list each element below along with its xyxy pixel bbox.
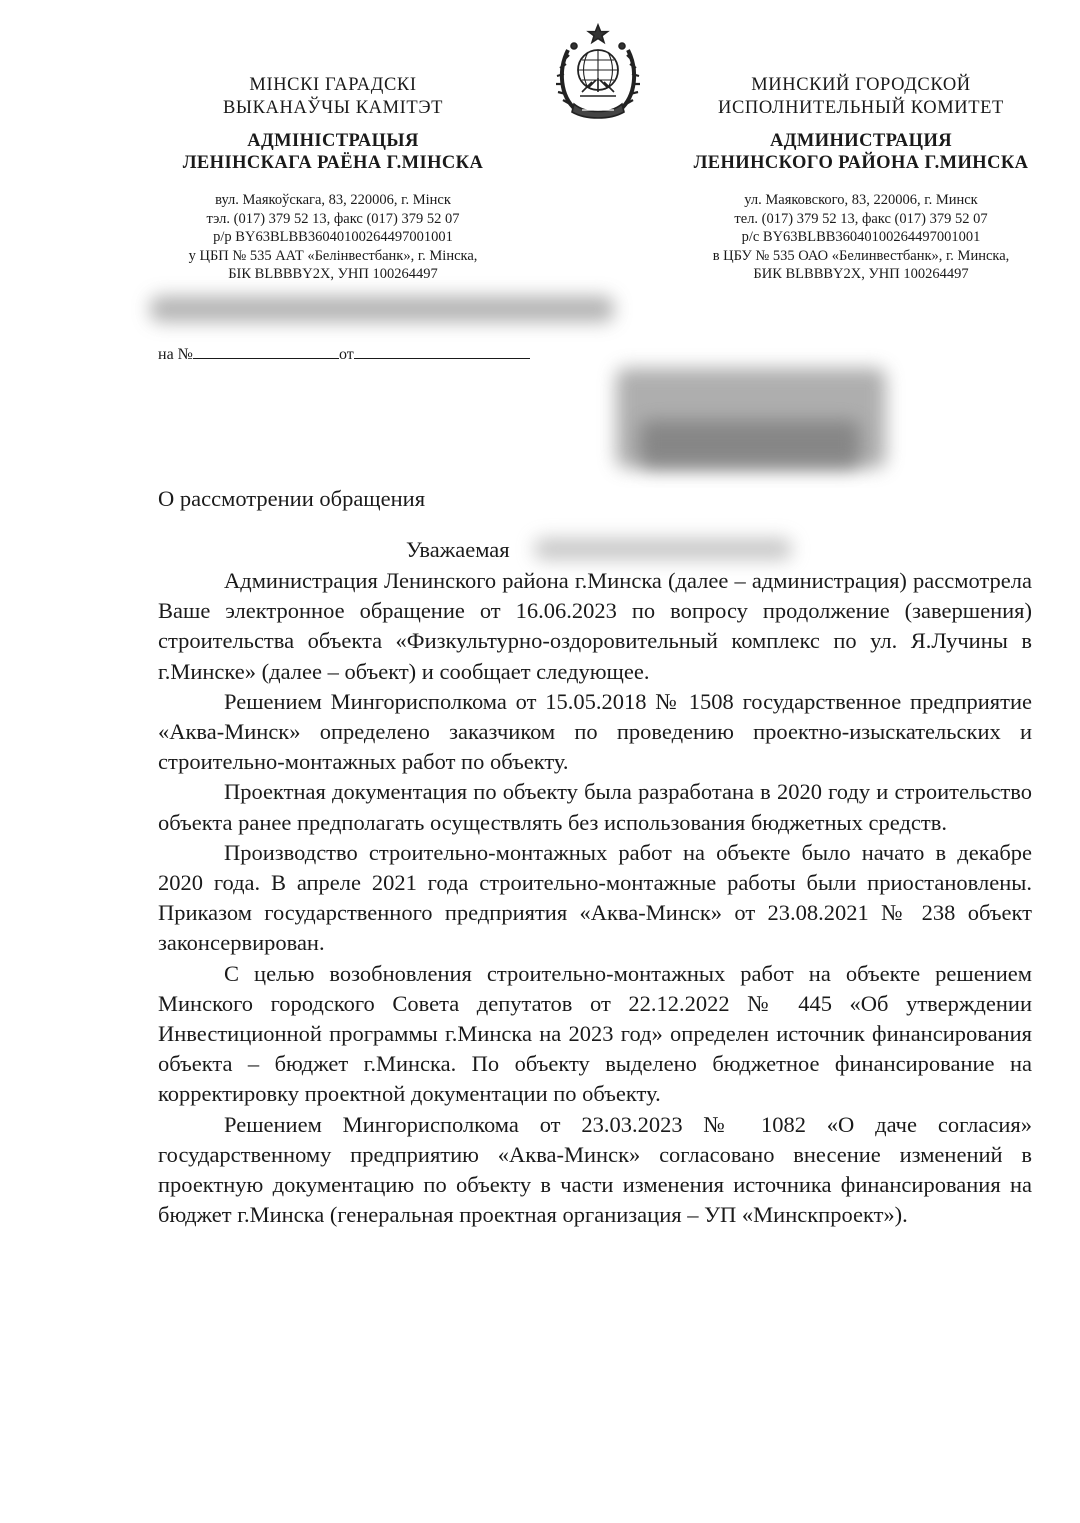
belarus-coat-of-arms-icon <box>552 22 644 122</box>
org-name-line: МІНСКІ ГАРАДСКІ <box>249 75 417 95</box>
requisite-line: БИК BLBBBY2X, УНП 100264497 <box>753 266 969 283</box>
reference-line <box>158 342 530 364</box>
redacted-name <box>534 538 792 560</box>
admin-name-line: ЛЕНИНСКОГО РАЙОНА Г.МИНСКА <box>693 153 1029 173</box>
body-paragraph: Решением Мингорисполкома от 23.03.2023 № 1082 «О даче согласия» государственному предприятию «Аква-Минск» согласовано внесение изменений в проектную документацию по объекту в части изменения источника финансирования на бюджет г.Минска (генеральная проектная организация – УП «Минскпроект»). <box>158 1111 1032 1228</box>
reference-date-label: от <box>338 346 354 363</box>
requisites <box>148 191 518 284</box>
org-name-line: МИНСКИЙ ГОРОДСКОЙ <box>751 75 971 95</box>
letter-subject: О рассмотрении обращения <box>158 486 426 511</box>
requisite-line: у ЦБП № 535 ААТ «Белінвестбанк», г. Мінска, <box>188 247 478 264</box>
body-paragraph: Администрация Ленинского района г.Минска (далее – администрация) рассмотрела Ваше электронное обращение от 16.06.2023 по вопросу продолжение (завершения) строительства объекта «Физкультурно-оздоровительный комплекс по ул. Я.Лучины в г.Минске» (далее – объект) и сообщает следующее. <box>158 568 1032 684</box>
requisite-line: р/р BY63BLBB36040100264497001001 <box>213 229 453 246</box>
reference-number-blank <box>193 342 339 359</box>
body-paragraph: Проектная документация по объекту была разработана в 2020 году и строительство объекта ранее предполагать осуществлять без использования бюджетных средств. <box>158 779 1032 835</box>
requisite-line: БІК BLBBBY2X, УНП 100264497 <box>228 266 438 283</box>
body-paragraph: Производство строительно-монтажных работ на объекте было начато в декабре 2020 года. В апреле 2021 года строительно-монтажные работы были приостановлены. Приказом государственного предприятия «Аква-Минск» от 23.08.2021 № 238 объект законсервирован. <box>158 839 1032 956</box>
requisite-line: вул. Маякоўскага, 83, 220006, г. Мінск <box>215 192 451 208</box>
header-belarusian <box>148 74 518 284</box>
body-paragraph: С целью возобновления строительно-монтажных работ на объекте решением Минского городского Совета депутатов от 22.12.2022 № 445 «Об утверждении Инвестиционной программы г.Минска на 2023 год» определен источник финансирования объекта – бюджет г.Минска. По объекту выделено бюджетное финансирование на корректировку проектной документации по объекту. <box>158 960 1032 1107</box>
admin-name-line: АДМІНІСТРАЦЫЯ <box>247 131 419 151</box>
redacted-date-number <box>150 296 614 322</box>
org-name-line: ИСПОЛНИТЕЛЬНЫЙ КОМИТЕТ <box>718 98 1004 118</box>
requisite-line: в ЦБУ № 535 ОАО «Белинвестбанк», г. Минска, <box>712 247 1010 264</box>
requisite-line: тел. (017) 379 52 13, факс (017) 379 52 07 <box>734 210 988 227</box>
redacted-addressee <box>640 420 860 468</box>
requisite-line: тэл. (017) 379 52 13, факс (017) 379 52 07 <box>206 210 460 227</box>
reference-number-label: на № <box>158 346 193 363</box>
requisite-line: р/с BY63BLBB36040100264497001001 <box>741 229 981 246</box>
requisites <box>676 191 1046 284</box>
body-paragraph: Решением Мингорисполкома от 15.05.2018 № 1508 государственное предприятие «Аква-Минск» определено заказчиком по проведению проектно-изыскательских и строительно-монтажных работ по объекту. <box>158 688 1032 775</box>
org-name-line: ВЫКАНАЎЧЫ КАМІТЭТ <box>222 98 444 118</box>
admin-name-line: АДМИНИСТРАЦИЯ <box>769 131 953 151</box>
requisite-line: ул. Маяковского, 83, 220006, г. Минск <box>744 192 978 208</box>
reference-date-blank <box>354 342 530 359</box>
letter-body <box>158 566 1032 1230</box>
admin-name-line: ЛЕНІНСКАГА РАЁНА Г.МІНСКА <box>182 153 484 173</box>
header-russian <box>676 74 1046 284</box>
salutation: Уважаемая <box>406 537 510 562</box>
